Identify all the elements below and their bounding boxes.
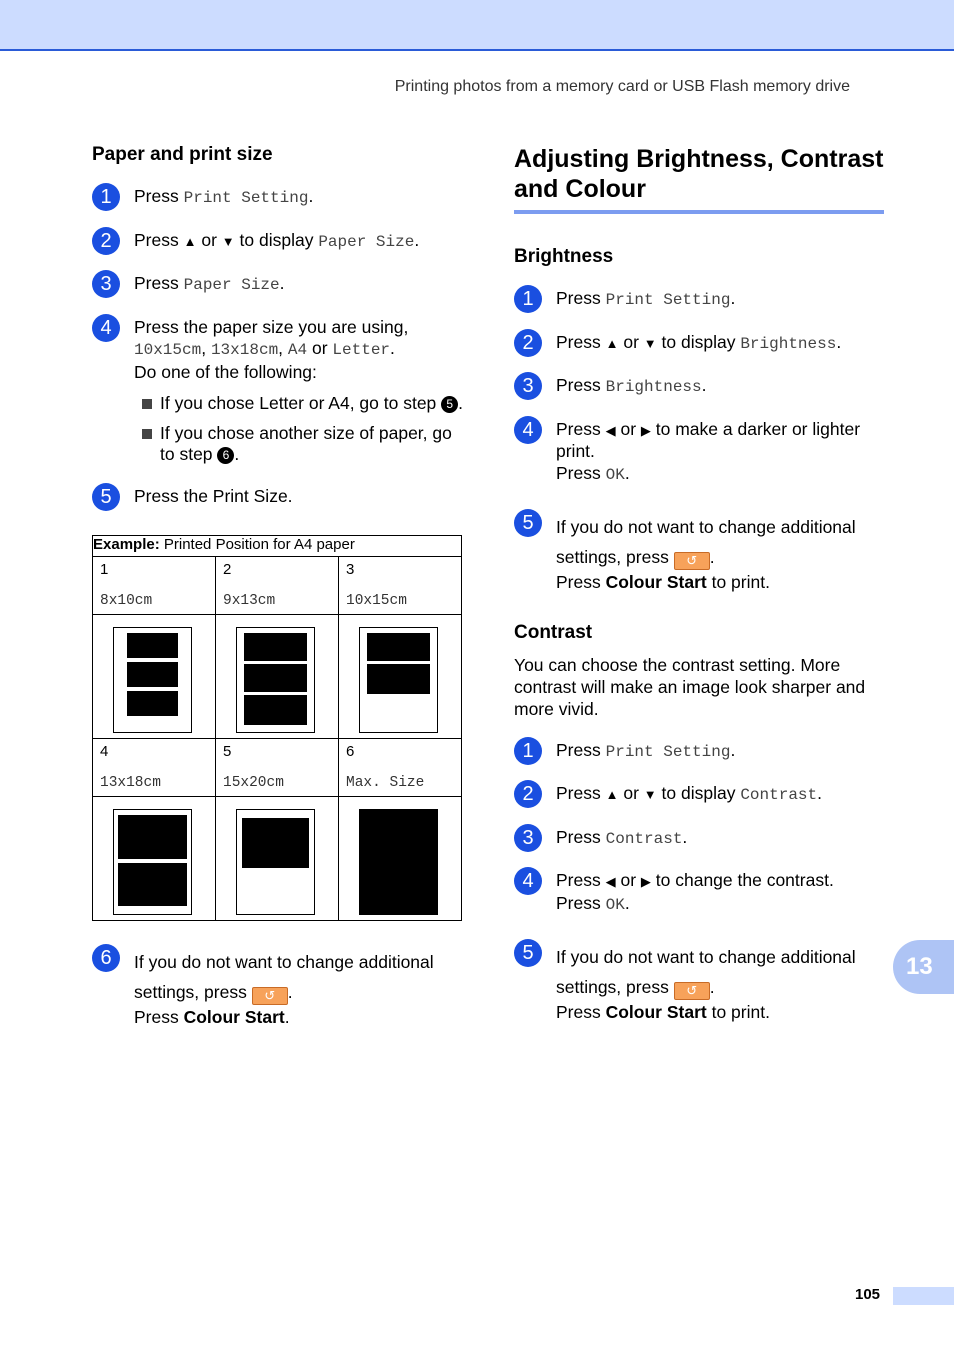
step-number: 4 <box>514 416 542 444</box>
paper-sheet <box>113 809 192 915</box>
brightness-step-3: 3 Press Brightness. <box>514 375 884 399</box>
step-number: 2 <box>514 329 542 357</box>
table-cell-label: 1 8x10cm <box>93 557 216 615</box>
step-ref-icon: 6 <box>217 447 234 464</box>
up-arrow-icon: ▲ <box>605 787 619 802</box>
step-number: 5 <box>92 483 120 511</box>
table-cell-label: 3 10x15cm <box>339 557 462 615</box>
paper-sheet <box>236 809 315 915</box>
down-arrow-icon: ▼ <box>643 787 657 802</box>
step-1: 1 Press Print Setting. <box>92 186 464 210</box>
lcd-text: Print Setting <box>183 189 309 207</box>
table-cell-label: 6 Max. Size <box>339 739 462 797</box>
contrast-step-5: 5 If you do not want to change additional settings, press ↺ . Press Colour Start to print. <box>514 942 884 1024</box>
step-number: 5 <box>514 939 542 967</box>
step-number: 3 <box>92 270 120 298</box>
step-4: 4 Press the paper size you are using, 10x15cm, 13x18cm, A4 or Letter. Do one of the following: If you chose Letter or A4, go to step 5 . If you chose another size of paper, go to step 6 . <box>92 317 464 466</box>
layout-illustration-10x15 <box>339 615 462 739</box>
lcd-text: Print Setting <box>605 291 731 309</box>
page-number: 105 <box>855 1286 881 1303</box>
step-5: 5 Press the Print Size. <box>92 486 464 508</box>
contrast-step-2: 2 Press ▲ or ▼ to display Contrast. <box>514 783 884 807</box>
down-arrow-icon: ▼ <box>643 335 657 351</box>
print-position-table <box>92 535 462 921</box>
paper-sheet <box>359 627 438 733</box>
lcd-text: Brightness <box>740 334 837 353</box>
table-caption: Example: Printed Position for A4 paper <box>93 536 462 557</box>
brightness-step-1: 1 Press Print Setting. <box>514 288 884 312</box>
lcd-text: Contrast <box>605 829 683 848</box>
contrast-step-3: 3 Press Contrast. <box>514 827 884 851</box>
up-arrow-icon: ▲ <box>183 233 197 249</box>
step-number: 6 <box>92 944 120 972</box>
step-ref-icon: 5 <box>441 396 458 413</box>
lcd-text: Paper Size <box>183 276 280 294</box>
back-button-icon: ↺ <box>674 552 710 570</box>
page-number-bar <box>893 1287 954 1305</box>
brightness-step-4: 4 Press ◀ or ▶ to make a darker or lighter print. Press OK. <box>514 419 884 487</box>
section-title-paper-size: Paper and print size <box>92 144 273 165</box>
left-arrow-icon: ◀ <box>605 422 616 438</box>
lcd-text: Contrast <box>740 786 818 804</box>
chapter-section-title: Adjusting Brightness, Contrast and Colour <box>514 145 884 203</box>
paper-sheet <box>113 627 192 733</box>
section-title-brightness: Brightness <box>514 246 614 267</box>
step-number: 5 <box>514 509 542 537</box>
back-button-icon: ↺ <box>252 987 288 1005</box>
back-button-icon: ↺ <box>674 982 710 1000</box>
layout-illustration-15x20 <box>216 797 339 921</box>
up-arrow-icon: ▲ <box>605 335 619 351</box>
step-number: 2 <box>92 227 120 255</box>
layout-illustration-9x13 <box>216 615 339 739</box>
step-number: 4 <box>514 867 542 895</box>
step-number: 3 <box>514 372 542 400</box>
step-3: 3 Press Paper Size. <box>92 273 464 297</box>
running-header: Printing photos from a memory card or USB Flash memory drive <box>394 78 850 95</box>
layout-illustration-13x18 <box>93 797 216 921</box>
left-column <box>92 144 464 1029</box>
lcd-text: Paper Size <box>318 232 415 251</box>
step-6: 6 If you do not want to change additional settings, press ↺ . Press Colour Start. <box>92 947 464 1029</box>
brightness-step-5: 5 If you do not want to change additional settings, press ↺ . Press Colour Start to print. <box>514 512 884 594</box>
right-arrow-icon: ▶ <box>640 874 651 889</box>
left-arrow-icon: ◀ <box>605 874 616 889</box>
bullet-item: If you chose another size of paper, go to step 6 . <box>134 423 464 466</box>
paper-sheet <box>359 809 438 915</box>
contrast-step-1: 1 Press Print Setting. <box>514 740 884 764</box>
layout-illustration-max-size <box>339 797 462 921</box>
contrast-step-4: 4 Press ◀ or ▶ to change the contrast. Press OK. <box>514 870 884 916</box>
step-number: 1 <box>92 183 120 211</box>
section-title-contrast: Contrast <box>514 621 593 643</box>
lcd-text: Print Setting <box>605 742 731 761</box>
lcd-text: OK <box>605 895 625 914</box>
contrast-intro: You can choose the contrast setting. More contrast will make an image look sharper and more vivid. <box>514 654 866 719</box>
right-column <box>514 144 884 1024</box>
step-number: 2 <box>514 780 542 808</box>
lcd-text: OK <box>605 465 625 484</box>
bullet-item: If you chose Letter or A4, go to step 5 . <box>134 393 464 415</box>
table-cell-label: 4 13x18cm <box>93 739 216 797</box>
step-number: 3 <box>514 824 542 852</box>
step-number: 1 <box>514 737 542 765</box>
lcd-text: Brightness <box>605 378 702 396</box>
right-arrow-icon: ▶ <box>640 422 651 438</box>
title-underline <box>514 210 884 214</box>
down-arrow-icon: ▼ <box>221 233 235 249</box>
top-color-band <box>0 0 954 51</box>
step-number: 4 <box>92 314 120 342</box>
table-cell-label: 2 9x13cm <box>216 557 339 615</box>
step-2: 2 Press ▲ or ▼ to display Paper Size. <box>92 230 464 254</box>
layout-illustration-8x10 <box>93 615 216 739</box>
step-number: 1 <box>514 285 542 313</box>
paper-sheet <box>236 627 315 733</box>
chapter-tab: 13 <box>893 940 954 994</box>
bullet-square-icon <box>142 429 152 439</box>
brightness-step-2: 2 Press ▲ or ▼ to display Brightness. <box>514 332 884 356</box>
bullet-square-icon <box>142 399 152 409</box>
table-cell-label: 5 15x20cm <box>216 739 339 797</box>
